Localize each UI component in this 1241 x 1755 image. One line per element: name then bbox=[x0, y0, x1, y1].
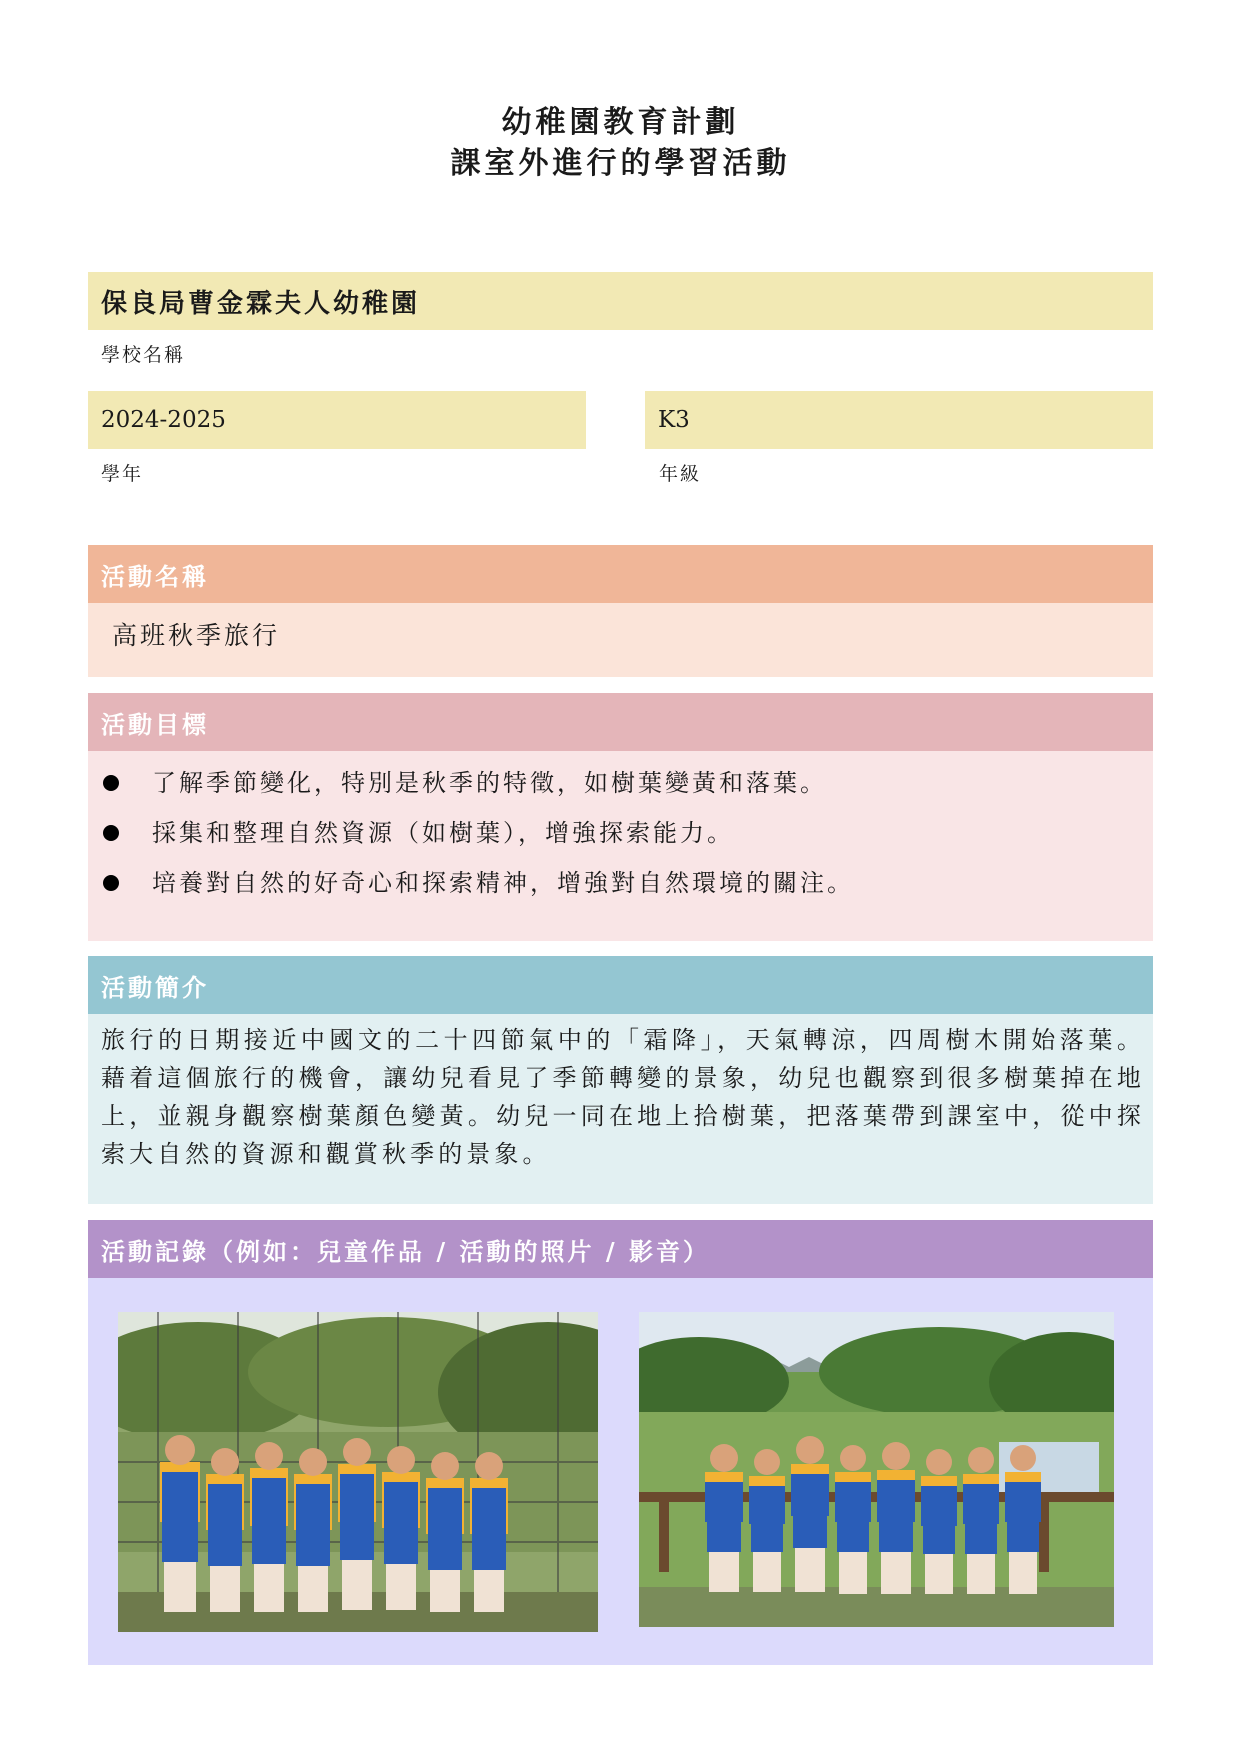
school-name-value: 保良局曹金霖夫人幼稚園 bbox=[101, 288, 421, 319]
bullet-icon bbox=[103, 825, 119, 841]
objectives-list bbox=[88, 751, 1153, 911]
activity-name-body bbox=[88, 603, 1153, 677]
photo-children-under-trellis bbox=[118, 1312, 598, 1632]
page-title-line-1: 幼稚園教育計劃 bbox=[501, 105, 740, 140]
page-title-line-2: 課室外進行的學習活動 bbox=[450, 146, 791, 181]
objectives-header: 活動目標 bbox=[88, 693, 1153, 751]
introduction-body bbox=[88, 1014, 1153, 1204]
photo-children-on-lawn bbox=[639, 1312, 1114, 1627]
records-header: 活動記錄（例如：兒童作品 / 活動的照片 / 影音） bbox=[88, 1220, 1153, 1278]
page-title bbox=[0, 102, 1241, 184]
bullet-icon bbox=[103, 875, 119, 891]
activity-name-header: 活動名稱 bbox=[88, 545, 1153, 603]
objective-item bbox=[88, 861, 1153, 911]
school-year-field bbox=[88, 391, 586, 449]
objective-text: 了解季節變化，特別是秋季的特徵，如樹葉變黃和落葉。 bbox=[152, 769, 827, 797]
activity-name-value: 高班秋季旅行 bbox=[112, 621, 281, 650]
objective-item bbox=[88, 811, 1153, 861]
school-year-value: 2024-2025 bbox=[101, 407, 226, 433]
grade-value: K3 bbox=[658, 407, 690, 433]
objective-text: 培養對自然的好奇心和探索精神，增強對自然環境的關注。 bbox=[152, 869, 854, 897]
school-name-field bbox=[88, 272, 1153, 330]
objectives-body bbox=[88, 751, 1153, 941]
school-year-caption: 學年 bbox=[101, 463, 144, 485]
grade-caption: 年級 bbox=[659, 463, 702, 485]
school-name-caption: 學校名稱 bbox=[101, 344, 186, 366]
bullet-icon bbox=[103, 775, 119, 791]
introduction-text: 旅行的日期接近中國文的二十四節氣中的「霜降」，天氣轉涼，四周樹木開始落葉。藉着這個旅行的機會，讓幼兒看見了季節轉變的景象，幼兒也觀察到很多樹葉掉在地上，並親身觀察樹葉顏色變黃。幼兒一同在地上拾樹葉，把落葉帶到課室中，從中探索大自然的資源和觀賞秋季的景象。 bbox=[101, 1026, 1145, 1168]
introduction-header: 活動簡介 bbox=[88, 956, 1153, 1014]
objective-text: 採集和整理自然資源（如樹葉），增強探索能力。 bbox=[152, 819, 734, 847]
grade-field bbox=[645, 391, 1153, 449]
objective-item bbox=[88, 761, 1153, 811]
